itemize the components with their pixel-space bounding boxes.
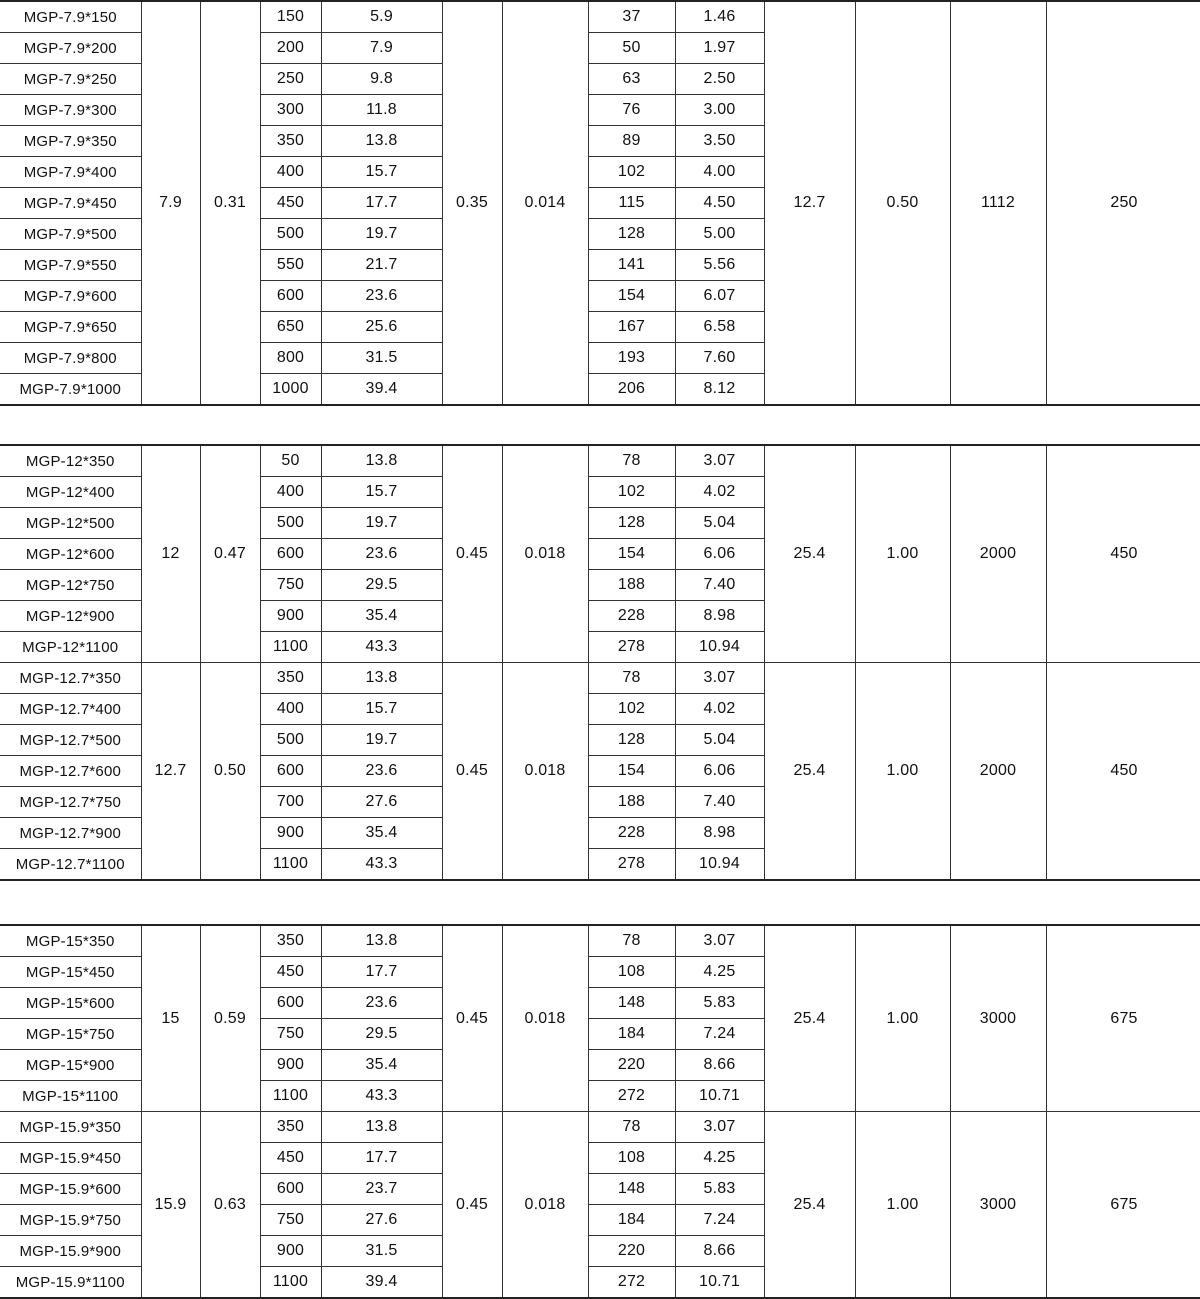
spec-e-cell: 3000 [950,1112,1046,1299]
value-1-cell: 188 [588,570,675,601]
model-cell: MGP-15*900 [0,1050,141,1081]
table-row [0,663,1200,694]
length-in-cell: 39.4 [321,1267,442,1299]
model-cell: MGP-12.7*350 [0,663,141,694]
spec-c-cell: 25.4 [764,445,855,663]
value-1-cell: 108 [588,957,675,988]
model-cell: MGP-7.9*650 [0,312,141,343]
value-1-cell: 76 [588,95,675,126]
spec-f-cell: 250 [1046,1,1200,405]
length-in-cell: 23.6 [321,756,442,787]
length-mm-cell: 400 [260,157,321,188]
value-1-cell: 154 [588,756,675,787]
spec-a-cell: 0.45 [442,925,502,1112]
value-1-cell: 188 [588,787,675,818]
length-in-cell: 21.7 [321,250,442,281]
value-2-cell: 3.07 [675,445,764,477]
spec-table [0,444,1200,881]
value-1-cell: 102 [588,694,675,725]
model-cell: MGP-7.9*250 [0,64,141,95]
spec-table-block [0,0,1200,406]
spec-c-cell: 25.4 [764,663,855,881]
value-1-cell: 184 [588,1019,675,1050]
length-mm-cell: 350 [260,126,321,157]
length-in-cell: 27.6 [321,1205,442,1236]
value-2-cell: 5.83 [675,1174,764,1205]
spec-d-cell: 1.00 [855,445,950,663]
model-cell: MGP-12*600 [0,539,141,570]
spec-f-cell: 675 [1046,1112,1200,1299]
value-2-cell: 7.60 [675,343,764,374]
model-cell: MGP-7.9*200 [0,33,141,64]
length-in-cell: 27.6 [321,787,442,818]
value-2-cell: 3.50 [675,126,764,157]
length-mm-cell: 450 [260,188,321,219]
value-2-cell: 1.97 [675,33,764,64]
value-1-cell: 63 [588,64,675,95]
model-cell: MGP-7.9*600 [0,281,141,312]
model-cell: MGP-12.7*500 [0,725,141,756]
length-mm-cell: 750 [260,1019,321,1050]
model-cell: MGP-12.7*750 [0,787,141,818]
spec-f-cell: 675 [1046,925,1200,1112]
spec-d-cell: 1.00 [855,925,950,1112]
model-cell: MGP-7.9*500 [0,219,141,250]
length-mm-cell: 400 [260,477,321,508]
spec-b-cell: 0.018 [502,663,588,881]
length-in-cell: 9.8 [321,64,442,95]
length-mm-cell: 500 [260,508,321,539]
length-in-cell: 13.8 [321,925,442,957]
diameter-in-cell: 0.47 [200,445,260,663]
spec-b-cell: 0.018 [502,1112,588,1299]
diameter-mm-cell: 12.7 [141,663,200,881]
length-mm-cell: 900 [260,818,321,849]
length-in-cell: 43.3 [321,849,442,881]
length-in-cell: 23.6 [321,281,442,312]
length-in-cell: 15.7 [321,477,442,508]
length-in-cell: 13.8 [321,663,442,694]
spec-table [0,0,1200,406]
model-cell: MGP-12*1100 [0,632,141,663]
model-cell: MGP-7.9*1000 [0,374,141,406]
length-in-cell: 23.6 [321,988,442,1019]
diameter-mm-cell: 12 [141,445,200,663]
value-1-cell: 115 [588,188,675,219]
model-cell: MGP-7.9*450 [0,188,141,219]
length-in-cell: 5.9 [321,1,442,33]
model-cell: MGP-12*900 [0,601,141,632]
value-2-cell: 10.94 [675,849,764,881]
model-cell: MGP-7.9*300 [0,95,141,126]
length-mm-cell: 600 [260,281,321,312]
length-mm-cell: 750 [260,1205,321,1236]
length-mm-cell: 1100 [260,1081,321,1112]
model-cell: MGP-15*750 [0,1019,141,1050]
value-1-cell: 154 [588,281,675,312]
length-mm-cell: 1100 [260,849,321,881]
spec-b-cell: 0.014 [502,1,588,405]
value-1-cell: 37 [588,1,675,33]
spec-table-block [0,444,1200,881]
value-2-cell: 8.66 [675,1236,764,1267]
length-in-cell: 23.7 [321,1174,442,1205]
length-in-cell: 25.6 [321,312,442,343]
value-1-cell: 228 [588,818,675,849]
spec-d-cell: 1.00 [855,663,950,881]
length-mm-cell: 800 [260,343,321,374]
model-cell: MGP-15.9*600 [0,1174,141,1205]
value-2-cell: 10.94 [675,632,764,663]
value-1-cell: 272 [588,1267,675,1299]
model-cell: MGP-15*1100 [0,1081,141,1112]
diameter-mm-cell: 7.9 [141,1,200,405]
length-mm-cell: 200 [260,33,321,64]
value-1-cell: 89 [588,126,675,157]
value-2-cell: 8.66 [675,1050,764,1081]
spec-b-cell: 0.018 [502,925,588,1112]
value-1-cell: 78 [588,663,675,694]
length-mm-cell: 300 [260,95,321,126]
value-2-cell: 4.25 [675,1143,764,1174]
length-in-cell: 39.4 [321,374,442,406]
value-1-cell: 148 [588,988,675,1019]
value-1-cell: 278 [588,849,675,881]
length-in-cell: 15.7 [321,694,442,725]
table-row [0,445,1200,477]
value-2-cell: 8.12 [675,374,764,406]
model-cell: MGP-12*500 [0,508,141,539]
spec-e-cell: 1112 [950,1,1046,405]
value-1-cell: 206 [588,374,675,406]
model-cell: MGP-12.7*900 [0,818,141,849]
length-in-cell: 13.8 [321,126,442,157]
table-row [0,1112,1200,1143]
value-2-cell: 1.46 [675,1,764,33]
model-cell: MGP-15.9*350 [0,1112,141,1143]
model-cell: MGP-15*600 [0,988,141,1019]
value-1-cell: 78 [588,925,675,957]
value-2-cell: 5.04 [675,508,764,539]
length-mm-cell: 650 [260,312,321,343]
model-cell: MGP-12*350 [0,445,141,477]
value-2-cell: 10.71 [675,1081,764,1112]
spec-table [0,924,1200,1299]
value-2-cell: 6.06 [675,756,764,787]
length-mm-cell: 450 [260,1143,321,1174]
length-in-cell: 29.5 [321,570,442,601]
length-in-cell: 43.3 [321,632,442,663]
diameter-in-cell: 0.63 [200,1112,260,1299]
value-1-cell: 102 [588,477,675,508]
spec-a-cell: 0.45 [442,1112,502,1299]
model-cell: MGP-12.7*600 [0,756,141,787]
length-in-cell: 19.7 [321,219,442,250]
length-mm-cell: 550 [260,250,321,281]
table-row [0,925,1200,957]
model-cell: MGP-12*400 [0,477,141,508]
value-1-cell: 220 [588,1050,675,1081]
length-mm-cell: 1100 [260,1267,321,1299]
value-1-cell: 278 [588,632,675,663]
length-in-cell: 17.7 [321,957,442,988]
value-2-cell: 4.02 [675,694,764,725]
spec-f-cell: 450 [1046,663,1200,881]
spec-e-cell: 2000 [950,445,1046,663]
length-mm-cell: 350 [260,663,321,694]
value-1-cell: 220 [588,1236,675,1267]
value-1-cell: 193 [588,343,675,374]
value-2-cell: 8.98 [675,818,764,849]
length-in-cell: 19.7 [321,725,442,756]
length-in-cell: 29.5 [321,1019,442,1050]
value-2-cell: 5.04 [675,725,764,756]
value-1-cell: 184 [588,1205,675,1236]
length-mm-cell: 600 [260,756,321,787]
length-mm-cell: 600 [260,988,321,1019]
diameter-mm-cell: 15.9 [141,1112,200,1299]
length-mm-cell: 900 [260,1236,321,1267]
length-mm-cell: 600 [260,1174,321,1205]
value-1-cell: 50 [588,33,675,64]
length-mm-cell: 500 [260,725,321,756]
length-in-cell: 23.6 [321,539,442,570]
length-in-cell: 19.7 [321,508,442,539]
table-row [0,1,1200,33]
spec-d-cell: 1.00 [855,1112,950,1299]
value-1-cell: 128 [588,725,675,756]
value-2-cell: 3.07 [675,925,764,957]
value-2-cell: 7.40 [675,787,764,818]
value-2-cell: 5.56 [675,250,764,281]
diameter-mm-cell: 15 [141,925,200,1112]
value-2-cell: 7.40 [675,570,764,601]
diameter-in-cell: 0.50 [200,663,260,881]
length-mm-cell: 400 [260,694,321,725]
value-2-cell: 6.06 [675,539,764,570]
model-cell: MGP-12*750 [0,570,141,601]
model-cell: MGP-7.9*800 [0,343,141,374]
length-in-cell: 31.5 [321,1236,442,1267]
length-mm-cell: 150 [260,1,321,33]
value-1-cell: 128 [588,508,675,539]
length-mm-cell: 600 [260,539,321,570]
value-2-cell: 5.83 [675,988,764,1019]
value-2-cell: 4.50 [675,188,764,219]
spec-d-cell: 0.50 [855,1,950,405]
diameter-in-cell: 0.31 [200,1,260,405]
length-mm-cell: 250 [260,64,321,95]
value-2-cell: 3.00 [675,95,764,126]
value-2-cell: 3.07 [675,663,764,694]
value-2-cell: 7.24 [675,1019,764,1050]
length-mm-cell: 900 [260,601,321,632]
length-in-cell: 11.8 [321,95,442,126]
length-in-cell: 17.7 [321,188,442,219]
model-cell: MGP-7.9*550 [0,250,141,281]
length-mm-cell: 350 [260,925,321,957]
value-2-cell: 4.02 [675,477,764,508]
length-in-cell: 7.9 [321,33,442,64]
model-cell: MGP-7.9*400 [0,157,141,188]
length-mm-cell: 1100 [260,632,321,663]
value-1-cell: 148 [588,1174,675,1205]
value-2-cell: 5.00 [675,219,764,250]
length-mm-cell: 450 [260,957,321,988]
model-cell: MGP-15*350 [0,925,141,957]
spec-f-cell: 450 [1046,445,1200,663]
spec-table-block [0,924,1200,1299]
spec-a-cell: 0.45 [442,663,502,881]
length-in-cell: 43.3 [321,1081,442,1112]
length-mm-cell: 700 [260,787,321,818]
value-1-cell: 108 [588,1143,675,1174]
length-in-cell: 15.7 [321,157,442,188]
diameter-in-cell: 0.59 [200,925,260,1112]
model-cell: MGP-7.9*350 [0,126,141,157]
length-mm-cell: 350 [260,1112,321,1143]
value-1-cell: 228 [588,601,675,632]
value-1-cell: 272 [588,1081,675,1112]
model-cell: MGP-15.9*900 [0,1236,141,1267]
model-cell: MGP-15*450 [0,957,141,988]
model-cell: MGP-15.9*450 [0,1143,141,1174]
length-in-cell: 13.8 [321,1112,442,1143]
spec-c-cell: 25.4 [764,925,855,1112]
length-mm-cell: 50 [260,445,321,477]
model-cell: MGP-15.9*1100 [0,1267,141,1299]
value-1-cell: 128 [588,219,675,250]
spec-e-cell: 3000 [950,925,1046,1112]
length-mm-cell: 900 [260,1050,321,1081]
value-2-cell: 4.00 [675,157,764,188]
value-2-cell: 4.25 [675,957,764,988]
model-cell: MGP-15.9*750 [0,1205,141,1236]
model-cell: MGP-7.9*150 [0,1,141,33]
value-2-cell: 6.58 [675,312,764,343]
value-1-cell: 102 [588,157,675,188]
value-1-cell: 78 [588,445,675,477]
model-cell: MGP-12.7*400 [0,694,141,725]
value-2-cell: 2.50 [675,64,764,95]
length-in-cell: 17.7 [321,1143,442,1174]
spec-b-cell: 0.018 [502,445,588,663]
spec-c-cell: 25.4 [764,1112,855,1299]
value-2-cell: 10.71 [675,1267,764,1299]
value-1-cell: 167 [588,312,675,343]
spec-a-cell: 0.45 [442,445,502,663]
length-in-cell: 35.4 [321,601,442,632]
length-in-cell: 31.5 [321,343,442,374]
length-mm-cell: 500 [260,219,321,250]
value-2-cell: 6.07 [675,281,764,312]
length-in-cell: 35.4 [321,1050,442,1081]
length-in-cell: 13.8 [321,445,442,477]
value-2-cell: 8.98 [675,601,764,632]
length-in-cell: 35.4 [321,818,442,849]
model-cell: MGP-12.7*1100 [0,849,141,881]
spec-c-cell: 12.7 [764,1,855,405]
length-mm-cell: 1000 [260,374,321,406]
value-2-cell: 3.07 [675,1112,764,1143]
value-1-cell: 154 [588,539,675,570]
spec-e-cell: 2000 [950,663,1046,881]
length-mm-cell: 750 [260,570,321,601]
value-2-cell: 7.24 [675,1205,764,1236]
value-1-cell: 141 [588,250,675,281]
spec-a-cell: 0.35 [442,1,502,405]
value-1-cell: 78 [588,1112,675,1143]
